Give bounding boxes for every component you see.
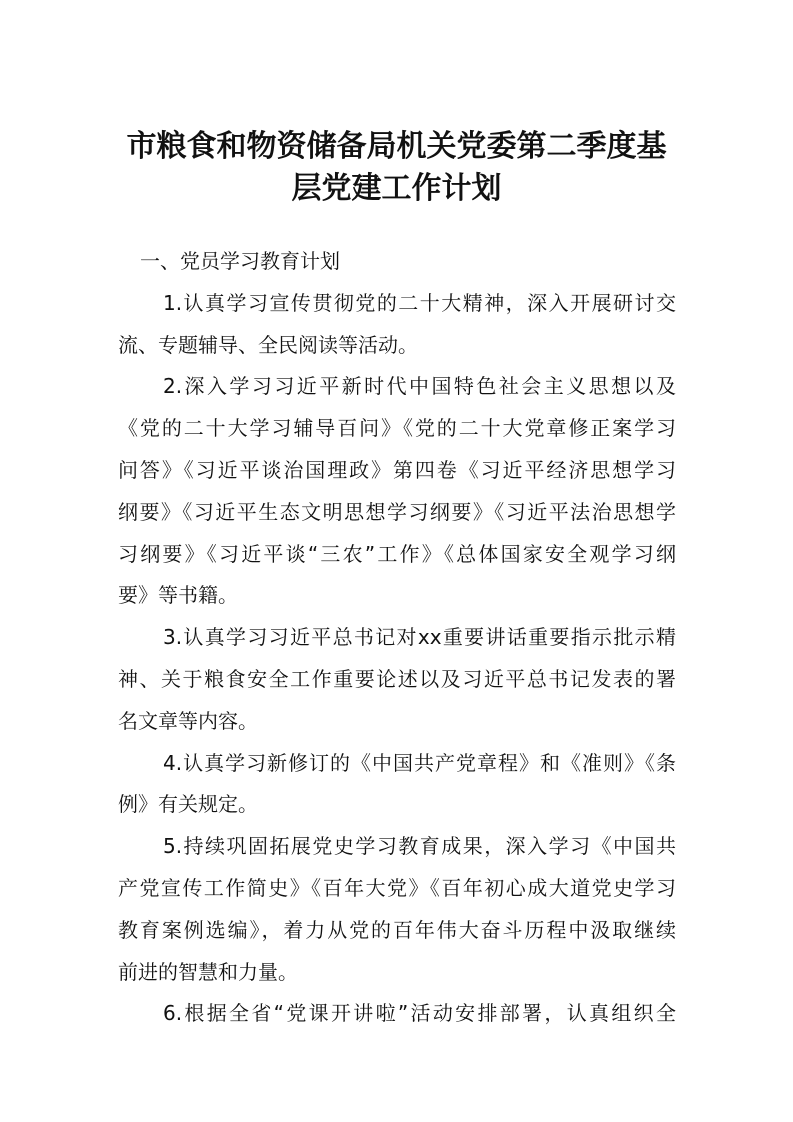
paragraph-line: 产党宣传工作简史》《百年大党》《百年初心成大道党史学习 bbox=[118, 875, 676, 900]
paragraph-line: 名文章等内容。 bbox=[118, 708, 258, 733]
document-title bbox=[100, 126, 693, 210]
paragraph-line: 习纲要》《习近平谈“三农”工作》《总体国家安全观学习纲 bbox=[118, 541, 676, 566]
paragraph-line: 5.持续巩固拓展党史学习教育成果，深入学习《中国共 bbox=[163, 834, 676, 859]
paragraph-line: 1.认真学习宣传贯彻党的二十大精神，深入开展研讨交 bbox=[163, 290, 676, 315]
paragraph-line: 6.根据全省“党课开讲啦”活动安排部署，认真组织全 bbox=[163, 1001, 676, 1026]
paragraph-item-4 bbox=[118, 743, 676, 827]
paragraph-line: 2.深入学习习近平新时代中国特色社会主义思想以及 bbox=[163, 374, 676, 399]
paragraph-line: 《党的二十大学习辅导百问》《党的二十大党章修正案学习 bbox=[118, 416, 676, 441]
paragraph-line: 4.认真学习新修订的《中国共产党章程》和《准则》《条 bbox=[163, 750, 676, 775]
paragraph-item-2 bbox=[118, 366, 676, 617]
paragraph-line: 前进的智慧和力量。 bbox=[118, 959, 298, 984]
paragraph-item-1 bbox=[118, 283, 676, 367]
paragraph-line: 流、专题辅导、全民阅读等活动。 bbox=[118, 332, 418, 357]
title-line: 市粮食和物资储备局机关党委第二季度基 bbox=[126, 129, 667, 164]
paragraph-line: 纲要》《习近平生态文明思想学习纲要》《习近平法治思想学 bbox=[118, 499, 676, 524]
paragraph-item-6 bbox=[118, 993, 676, 1035]
paragraph-line: 3.认真学习习近平总书记对xx重要讲话重要指示批示精 bbox=[163, 625, 676, 650]
paragraph-line: 教育案例选编》，着力从党的百年伟大奋斗历程中汲取继续 bbox=[118, 917, 676, 942]
paragraph-line: 问答》《习近平谈治国理政》第四卷《习近平经济思想学习 bbox=[118, 457, 676, 482]
paragraph-line: 神、关于粮食安全工作重要论述以及习近平总书记发表的署 bbox=[118, 666, 676, 691]
paragraph-item-5 bbox=[118, 826, 676, 993]
section-heading: 一、党员学习教育计划 bbox=[140, 249, 340, 273]
paragraph-line: 要》等书籍。 bbox=[118, 583, 238, 608]
document-body bbox=[118, 241, 676, 1035]
paragraph-item-3 bbox=[118, 617, 676, 742]
title-line: 层党建工作计划 bbox=[291, 171, 502, 206]
paragraph-line: 例》有关规定。 bbox=[118, 792, 258, 817]
